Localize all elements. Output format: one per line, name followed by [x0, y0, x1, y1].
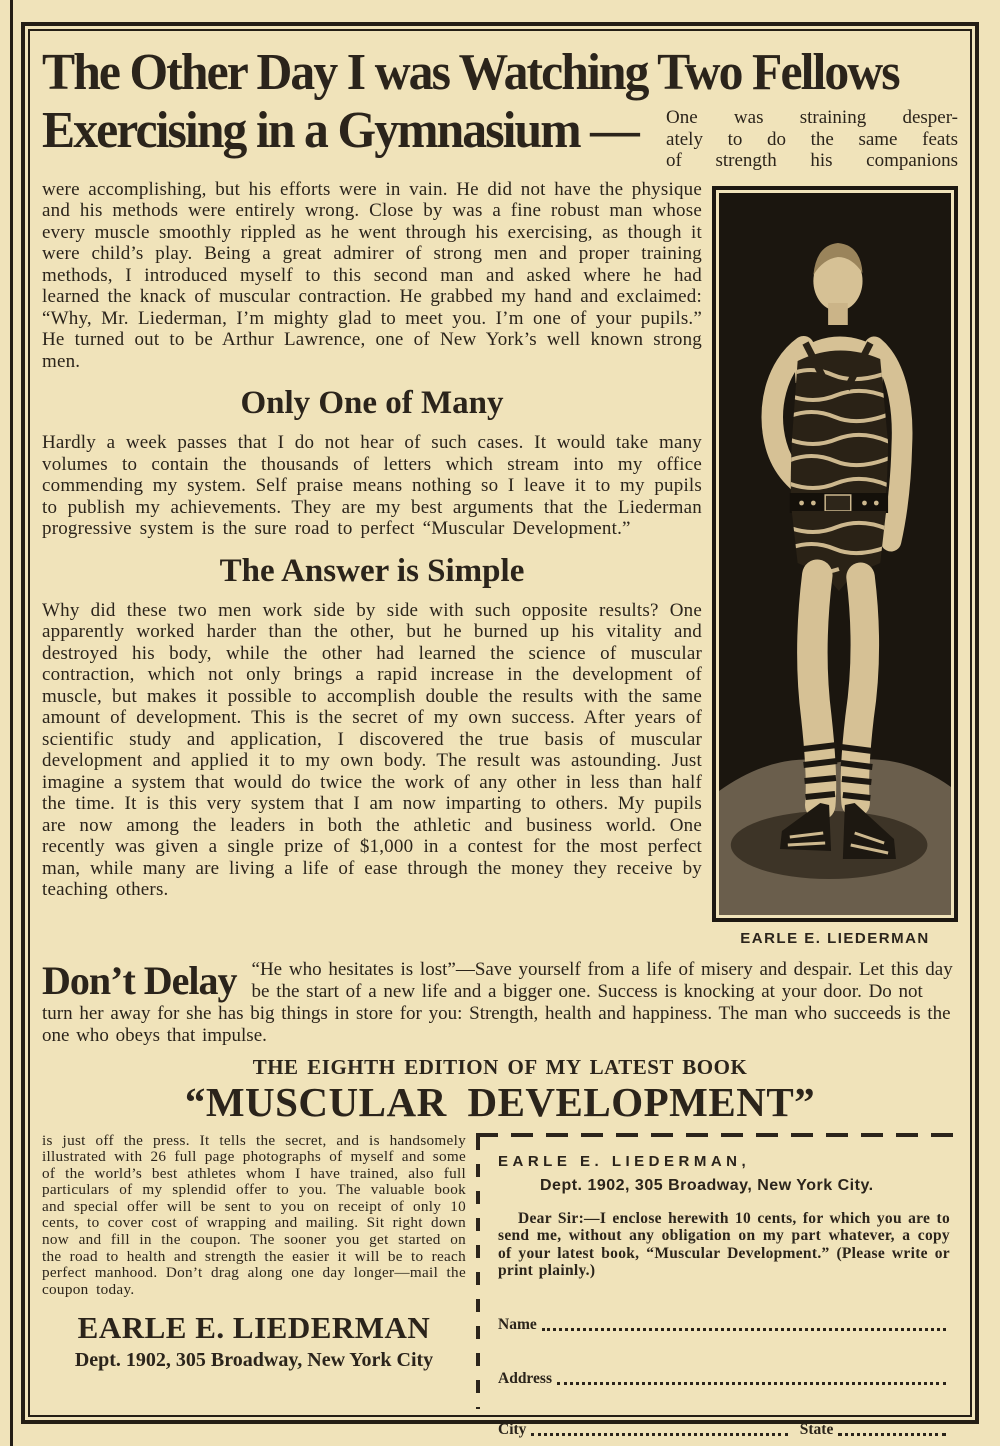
- city-label: City: [498, 1420, 527, 1438]
- coupon-address-row: [498, 1370, 950, 1388]
- dont-delay-section: [42, 959, 958, 1047]
- headline-row: [42, 102, 958, 172]
- bottom-row: [42, 1131, 958, 1438]
- coupon-dept-address: Dept. 1902, 305 Broadway, New York City.: [540, 1176, 874, 1194]
- book-kicker: THE EIGHTH EDITION OF MY LATEST BOOK: [252, 1054, 748, 1079]
- coupon-dashed-top-border: [476, 1133, 958, 1137]
- dont-delay-heading: Don’t Delay: [42, 957, 237, 1003]
- scan-edge-line: [10, 0, 13, 1446]
- paragraph-only-one-of-many: Hardly a week passes that I do not hear of such cases. It would take many volumes to contain the thousands of letters which stream into my office commending my system. Self praise means nothing so I leave it to my pupils to publish my achievements. They are my best arguments that the Liederman progressive system is the sure road to perfect “Muscular Development.”: [42, 432, 702, 539]
- name-label: Name: [498, 1315, 537, 1333]
- name-input-line: [542, 1328, 946, 1331]
- address-label: Address: [498, 1369, 552, 1387]
- article-text-column: [42, 179, 702, 947]
- photo-frame: [712, 186, 958, 922]
- coupon-recipient: EARLE E. LIEDERMAN,: [498, 1152, 751, 1170]
- liederman-physique-photo: [719, 193, 951, 915]
- state-input-line: [838, 1433, 946, 1436]
- book-promo: [42, 1055, 958, 1125]
- headline-aside-line: ately to do the same feats: [666, 128, 958, 150]
- paragraph-the-answer-is-simple: Why did these two men work side by side with such opposite results? One apparently worked harder than the other, but he burned up his vitality and destroyed his body, while the other had learned the science of muscular contraction, which not only brings a rapid increase in the development of muscle, but makes it possible to accomplish double the results with the same amount of development. This is the secret of my own success. After years of scientific study and application, I discovered the true basis of muscular development and applied it to my own body. The result was astounding. Just imagine a system that would do twice the work of any other in less than half the time. It is this very system that I am now imparting to others. My pupils are now among the leaders in both the athletic and business world. One recently was given a single prize of $1,000 in a contest for the most perfect man, while many are living a life of ease through the money they receive by teaching others.: [42, 599, 702, 900]
- closing-signature: EARLE E. LIEDERMAN: [77, 1310, 431, 1346]
- heading-the-answer-is-simple: The Answer is Simple: [219, 552, 525, 589]
- book-title: “MUSCULAR DEVELOPMENT”: [184, 1078, 816, 1125]
- address-input-line: [557, 1382, 946, 1385]
- heading-only-one-of-many: Only One of Many: [240, 385, 504, 421]
- headline-line1: The Other Day I was Watching Two Fellows: [42, 44, 899, 101]
- photo-caption: EARLE E. LIEDERMAN: [740, 929, 930, 947]
- headline-aside-line: of strength his companions: [666, 150, 958, 171]
- coupon-body: Dear Sir:—I enclose herewith 10 cents, for which you are to send me, without any obligation on my part whatever, a copy of your latest book, “Muscular Development.” (Please write or print plainly.): [498, 1209, 950, 1279]
- headline-aside-line: One was straining desper-: [666, 107, 958, 128]
- state-label: State: [799, 1420, 834, 1438]
- headline-aside: [666, 102, 958, 172]
- closing-paragraph: is just off the press. It tells the secret, and is handsomely illustrated with 26 full page photographs of myself and some of the world’s best athletes whom I have trained, also full particulars of my splendid offer to you. The valuable book and special offer will be sent to you on receipt of only 10 cents, to cover cost of wrapping and mailing. Sit right down now and fill in the coupon. The sooner you get started on the road to health and strength the easier it will be to reach perfect manhood. Don’t drag along one day longer—mail the coupon today.: [42, 1131, 466, 1298]
- intro-paragraph: were accomplishing, but his efforts were in vain. He did not have the physique and his methods were entirely wrong. Close by was a fine robust man whose every muscle smoothly rippled as he went through his exercising, as though it were child’s play. Being a great admirer of strong men and proper training methods, I introduced myself to this second man and asked where he had learned the knack of muscular contraction. He grabbed my hand and exclaimed: “Why, Mr. Liederman, I’m mighty glad to meet you. I’m one of your pupils.” He turned out to be Arthur Lawrence, one of New York’s well known strong men.: [42, 178, 702, 372]
- city-input-line: [531, 1433, 787, 1436]
- dont-delay-body: “He who hesitates is lost”—Save yourself from a life of misery and despair. Let this day be the start of a new life and a bigger one. Success is knocking at your door. Do not turn her away for she has big things in store for you: Strength, health and happiness. The man who succeeds is the one who obeys that impulse.: [42, 958, 953, 1046]
- ad-content: [42, 44, 958, 1438]
- coupon-dashed-left-border: [476, 1137, 480, 1409]
- coupon-city-state-row: [498, 1421, 950, 1439]
- photo-column: [712, 179, 958, 947]
- closing-column: [42, 1133, 466, 1409]
- headline-line2: Exercising in a Gymnasium —: [42, 102, 638, 159]
- closing-address: Dept. 1902, 305 Broadway, New York City: [74, 1349, 434, 1372]
- coupon-name-row: [498, 1316, 950, 1334]
- article-columns: [42, 179, 958, 947]
- mail-coupon: [476, 1133, 958, 1438]
